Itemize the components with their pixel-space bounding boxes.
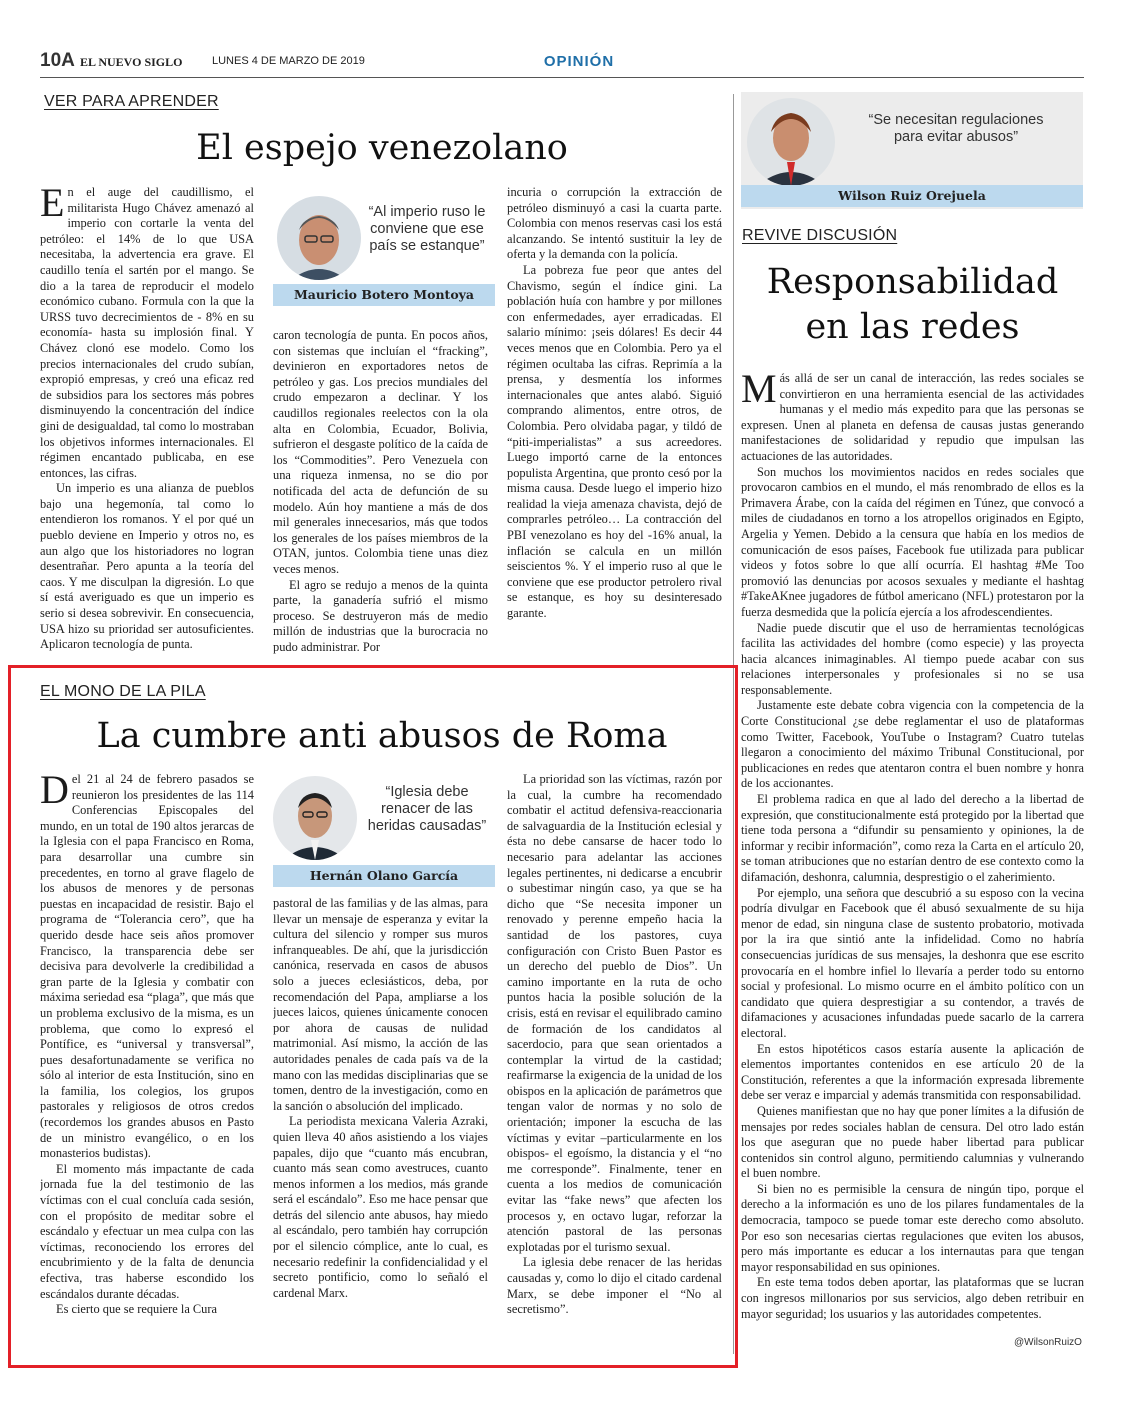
article3-body (741, 371, 1084, 1333)
dropcap: M (741, 371, 777, 411)
portrait-photo-icon (277, 196, 361, 280)
author-name: Hernán Olano García (273, 865, 495, 887)
author-portrait (747, 98, 835, 186)
article1-pullquote-box (273, 196, 495, 308)
page-header (40, 50, 1084, 78)
paragraph: La periodista mexicana Valeria Azraki, quien lleva 40 años asistiendo a los viajes papales, dijo que “cuanto más encubran, cuanto más sean como avestruces, cuanto menos informen a los medios, más grande será el escándalo”. Eso me hace pensar que detrás del silencio ante abusos, hay miedo al escándalo, pero también hay corrupción por el silencio cómplice, ante lo cual, es necesario redefinir la confidencialidad y el secreto pontificio, como lo señaló el cardenal Marx. (273, 1114, 488, 1300)
paragraph: incuria o corrupción la extracción de petróleo disminuyó a casi la cuarta parte. Colombia con menos reservas casi los está alcanzando. Se intentó sustituir la ley de oferta y la demanda con la policía. (507, 185, 722, 262)
headline-line: en las redes (805, 307, 1020, 347)
newspaper-name: EL NUEVO SIGLO (80, 55, 183, 69)
author-name: Mauricio Botero Montoya (273, 284, 495, 306)
article3-headline (741, 260, 1084, 350)
paragraph: En este tema todos deben aportar, las plataformas que se lucran con ingresos millonarios por sus servicios, algo deben retribuir en mayor seguridad; los usuarios y las autoridades competentes. (741, 1275, 1084, 1321)
paragraph: pastoral de las familias y de las almas, para llevar un mensaje de esperanza y evitar la cultura del silencio y romper sus muros infranqueables. De ahí, que la jurisdicción canónica, reservada en casos de abusos solo a jueces eclesiásticos, deba, por recomendación del Papa, ampliarse a los jueces laicos, quienes únicamente conocen por ahora de causas de nulidad matrimonial. Así mismo, la acción de las autoridades penales de cada país va de la mano con las medidas disciplinarias que se tomen, dentro de la investigación, como en la sanción o absolución del implicado. (273, 896, 488, 1113)
article3-kicker: REVIVE DISCUSIÓN (742, 227, 898, 244)
paragraph: n el auge del caudillismo, el militarista Hugo Chávez amenazó al imperio con cortarle la venta del petróleo: el 14% de lo que USA necesitaba, la advertencia era grave. El caudillo tenía el sartén por el mango. Se dio a la tarea de reproducir el modelo económico cubano. Formula con la que la URSS tuvo decrecimientos de - 8% en su economía- hasta su implosión final. Y Chávez clonó ese modelo. Como los precios internacionales del crudo subían, expropió empresas, y creó una eficaz red de subsidios para los sectores más pobres disminuyendo la concentración del índice gini de desigualdad, tal como lo mostraban los objetivos informes internacionales. El régimen encantado publicaba, en ese entonces, las cifras. (40, 185, 254, 480)
article2-headline: La cumbre anti abusos de Roma (96, 716, 668, 756)
dropcap: E (40, 185, 65, 225)
article1-headline: El espejo venezolano (196, 128, 568, 168)
paragraph: Por ejemplo, una señora que descubrió a su esposo con la vecina podría divulgar en Facebook que él abusó sexualmente de su hija menor de edad, sin ninguna clase de sustento probatorio, motivada por la ira que sintió ante la infidelidad. Como no habría consecuencias jurídicas de sus mensajes, la deshonra que ese escrito provocaría en el hombre infiel lo llevaría a perder todo su entorno social y profesional. Lo mismo ocurre en el ámbito político con un candidato que quiera desprestigiar a su contendor, a través de difamaciones y acusaciones infundadas puede sacarlo de la carrera electoral. (741, 885, 1084, 1040)
dropcap: D (40, 772, 69, 812)
paragraph: La iglesia debe renacer de las heridas causadas y, como lo dijo el citado cardenal Marx, se debe imponer el “No al secretismo”. (507, 1255, 722, 1317)
author-handle: @WilsonRuizO (1014, 1337, 1082, 1348)
paragraph: En estos hipotéticos casos estaría ausente la aplicación de elementos importantes contenidos en ese artículo 20 de la Constitución, referentes a que la información expresada libremente debe ser veraz e imparcial y además transmitida con responsabilidad. (741, 1041, 1084, 1103)
headline-line: Responsabilidad (766, 262, 1059, 302)
paragraph: Un imperio es una alianza de pueblos bajo una hegemonía, tal como lo entendieron los romanos. Y el por qué un pueblo deviene en Imperio y otros no, es aun algo que los historiadores no logran desentrañar. Pero apunta a la teoría del caos. Y me disculpan la digresión. Lo que sí está averiguado es que un imperio es serio si desea sobrevivir. En consecuencia, USA hizo su prioridad ser autosuficientes. Aplicaron tecnología de punta. (40, 481, 254, 652)
portrait-photo-icon (747, 98, 835, 186)
author-box (741, 92, 1083, 209)
article1-column-1 (40, 185, 254, 664)
pullquote-text: “Se necesitan regulaciones para evitar abusos” (868, 112, 1044, 145)
paragraph: el 21 al 24 de febrero pasados se reunieron los presidentes de las 114 Conferencias Episcopales del mundo, en un total de 190 altos jerarcas de la Iglesia con el papa Francisco en Roma, para desarrollar una cumbre sin precedentes, en torno al grave flagelo de los abusos de menores y de personas puestas en incapacidad de resistir. Bajo el programa de “Tolerancia cero”, que ha querido desde hace seis años promover Francisco, la transparencia debe ser decisiva para devolverle la credibilidad a gran parte de la Iglesia y combatir con máxima seriedad esa “plaga”, que más que un problema exclusivo de la misma, es un problema, que como lo expresó el Pontífice, es “universal y transversal”, pues desafortunadamente se verifica no sólo al interior de esta Institución, sino en la familia, los colegios, los grupos pastorales y religiosos de otros credos (recordemos los grandes abusos en Pasto de un ministro evangélico, o en los monasterios budistas). (40, 772, 254, 1161)
paragraph: ás allá de ser un canal de interacción, las redes sociales se convirtieron en una herramienta esencial de las actividades humanas y el medio más expedito para que las personas se expresen. Unen al planeta en defensa de causas justas generando manifestaciones de solidaridad y repudio que impulsan las actuaciones de las autoridades. (741, 371, 1084, 463)
article2-pullquote-box (273, 776, 495, 888)
author-portrait (277, 196, 361, 280)
paragraph: Nadie puede discutir que el uso de herramientas tecnológicas facilita las actividades del hombre (como especie) y las proyecta hacia alcances inimaginables. Al tiempo puede acabar con sus relaciones interpersonales y profesionales si no se usa responsablemente. (741, 620, 1084, 697)
article1-kicker: VER PARA APRENDER (44, 93, 219, 110)
paragraph: El momento más impactante de cada jornada fue la del testimonio de las víctimas con el cual concluía cada sesión, con el propósito de meditar sobre el escándalo y efectuar un mea culpa con las víctimas, reconociendo los errores del encubrimiento y de la falta de denuncia efectiva, tras haberse escondido los escándalos durante décadas. (40, 1161, 254, 1301)
portrait-photo-icon (273, 776, 357, 860)
article2-kicker: EL MONO DE LA PILA (40, 683, 206, 700)
paragraph: caron tecnología de punta. En pocos años, con sistemas que incluían el “fracking”, devinieron en exportadores netos de petróleo y gas. Los precios mundiales del crudo empezaron a declinar. Y los caudillos regionales reelectos con la ola alta en Colombia, Ecuador, Bolivia, sufrieron el desgaste político de la caída de los “Commodities”. Pero Venezuela con una riqueza inmensa, no se dio por notificada del acta de defunción de su modelo. Aún hoy mantiene a más de dos mil generales innecesarios, más que todos los generales de los países miembros de la OTAN, juntos. Colombia tiene unas diez veces menos. (273, 328, 488, 576)
article2-column-3 (507, 772, 722, 1354)
issue-date: LUNES 4 DE MARZO DE 2019 (212, 55, 365, 67)
pullquote-text: “Iglesia debe renacer de las heridas causadas” (367, 784, 487, 834)
paragraph: El problema radica en que al lado del derecho a la libertad de expresión, que constitucionalmente está protegido por la libertad que tiene toda persona a “difundir su pensamiento y opiniones, la de informar y recibir información”, como reza la Carta en el artículo 20, se toman atribuciones que no estarían dentro de ese contexto como la difamación, deshonra, calumnia, desprestigio o el zaherimiento. (741, 792, 1084, 884)
pullquote-text: “Al imperio ruso le conviene que ese país se estanque” (368, 204, 486, 254)
paragraph: La pobreza fue peor que antes del Chavismo, según el índice gini. La población huía con hambre y por millones con enfermedades, ayer erradicadas. El salario mínimo: ¡seis dólares! Es decir 44 veces menos que en Colombia. Pero ya el régimen ocultaba las cifras. Reprimía a la prensa, y desmentía los informes internacionales que antes alabó. Siguió comprando alimentos, entre otros, de Colombia. Pero olvidaba pagar, y tildó de “piti-imperialistas” a sus acreedores. Luego importó carne de la entonces populista Argentina, que pronto cesó por la misma causa. Desde luego el imperio hizo realidad la vieja amenaza chavista, dejó de comprarles petróleo… La contracción del PBI venezolano es hoy del -16% anual, la inflación se calcula en un millón seiscientos %. Y el imperio ruso al que le conviene que ese productor petrolero rival se estanque, es hoy su desinteresado garante. (507, 262, 722, 621)
author-portrait (273, 776, 357, 860)
author-name: Wilson Ruiz Orejuela (741, 185, 1083, 207)
article2-column-1 (40, 772, 254, 1354)
paragraph: Quienes manifiestan que no hay que poner límites a la difusión de mensajes por redes sociales hablan de censura. Del otro lado están los que aseguran que no puede haber libertad para publicar contenidos sin control alguno, permitiendo calumnias y vulnerando el buen nombre. (741, 1103, 1084, 1181)
paragraph: El agro se redujo a menos de la quinta parte, la ganadería sufrió el mismo proceso. Se destruyeron más de medio millón de industrias que la burocracia no pudo administrar. Por (273, 577, 488, 654)
article1-column-2 (273, 328, 488, 664)
paragraph: Justamente este debate cobra vigencia con la competencia de la Corte Constitucional ¿se debe reglamentar el uso de plataformas como Twitter, Facebook, YouTube o Instagram? Cuatro tutelas llegaron a conocimiento del máximo Tribunal Constitucional, por publicaciones en redes que atentaron contra el buen nombre y honra de los accionantes. (741, 698, 1084, 791)
paragraph: Son muchos los movimientos nacidos en redes sociales que provocaron cambios en el mundo, el más renombrado de ellos es la Primavera Árabe, con la caída del régimen en Túnez, que convocó a miles de ciudadanos en torno a los atropellos originados en Egipto, Argelia y Yemen. Debido a la censura que había en los medios de comunicación de esos países, Facebook fue utilizada para publicar videos y fotos sobre lo que allí ocurría. El hashtag #Me Too promovió las denuncias por acosos sexuales y mediante el hashtag #TakeAKnee jugadores de fútbol americano (NFL) protestaron por la fuerza desmedida que la policía ejercía a los afrodescendientes. (741, 464, 1084, 619)
paragraph: Es cierto que se requiere la Cura (56, 1302, 218, 1317)
page-number: 10A (40, 50, 75, 71)
article1-column-3 (507, 185, 722, 664)
article2-column-2 (273, 896, 488, 1354)
paragraph: Si bien no es permisible la censura de ningún tipo, porque el derecho a la información es uno de los pilares fundamentales de la democracia, tampoco se puede tomar este derecho como absoluto. Por eso son necesarias ciertas regulaciones que eviten los abusos, pero más importante es educar a los internautas para que tengan mayor responsabilidad en sus opiniones. (741, 1181, 1084, 1274)
paragraph: La prioridad son las víctimas, razón por la cual, la cumbre ha recomendado combatir el actitud defensiva-reaccionaria de salvaguardia de la Institución eclesial y ésta no debe cansarse de hacer todo lo necesario para adelantar las acciones legales pertinentes, ni dedicarse a encubrir o subestimar ningún caso, ya que se ha dicho que “Se necesita imponer un renovado y perenne empeño hacia la santidad de los pastores, cuya configuración con Cristo Buen Pastor es un derecho del pueblo de Dios”. Un camino importante en la ruta de ocho puntos hacia la posible solución de la crisis, está en revisar el equilibrado camino de formación de los candidatos al sacerdocio, para que sean orientados a contemplar la virtud de la castidad; reafirmarse la exigencia de la unidad de los obispos en la aplicación de parámetros que tengan valor de normas y no solo de orientación; imponer la escucha de las víctimas y evitar –particularmente en los obispos- el egoísmo, la distancia y el “no me corresponde”. Finalmente, tener en cuenta a los medios de comunicación evitar las “fake news” que afecten los procesos y, en octavo lugar, reforzar la atención pastoral de las personas explotadas por el turismo sexual. (507, 772, 722, 1254)
section-title: OPINIÓN (543, 53, 615, 70)
